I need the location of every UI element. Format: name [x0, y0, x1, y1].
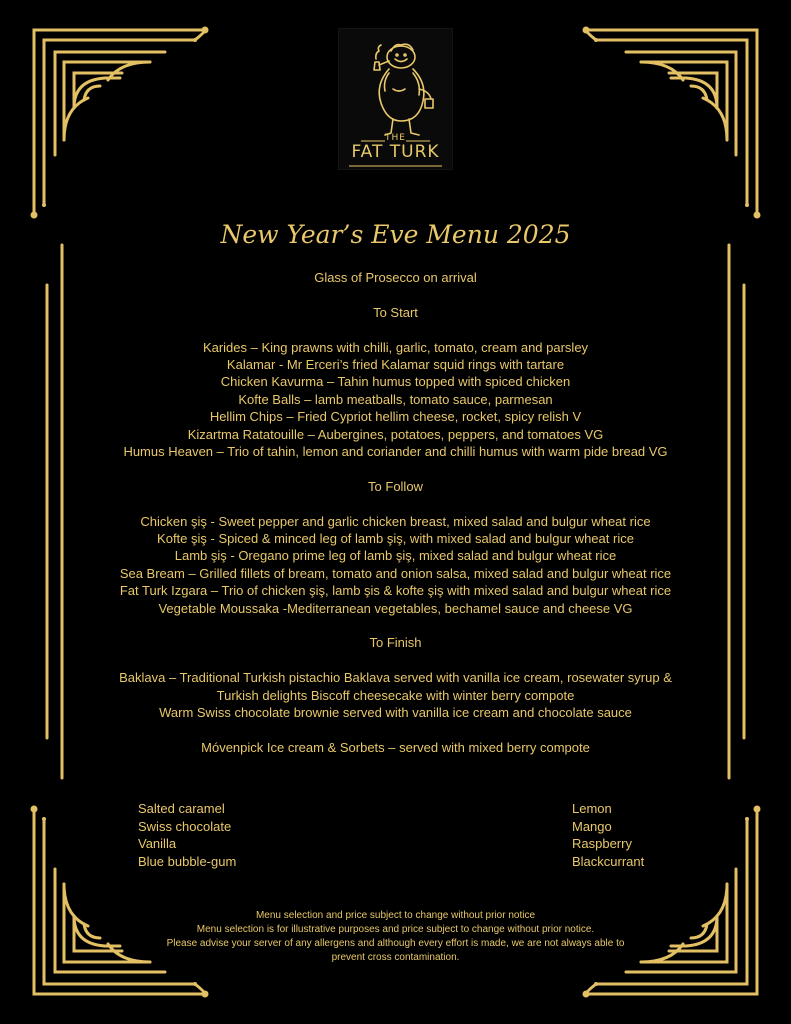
flavour-item: Mango	[572, 818, 612, 834]
section-heading-follow: To Follow	[368, 478, 423, 494]
menu-body	[80, 269, 711, 756]
menu-title: New Year’s Eve Menu 2025	[220, 220, 571, 249]
footer-line: Please advise your server of any allergens and although every effort is made, we are not always able to	[166, 938, 625, 949]
menu-item: Fat Turk Izgara – Trio of chicken şiş, lamb şis & kofte şiş with mixed salad and bulgur wheat rice	[119, 583, 672, 599]
section-heading-finish: To Finish	[369, 635, 422, 651]
menu-item: Chicken şiş - Sweet pepper and garlic chicken breast, mixed salad and bulgur wheat rice	[140, 513, 651, 529]
flavour-item: Swiss chocolate	[138, 818, 232, 834]
menu-item: Warm Swiss chocolate brownie served with vanilla ice cream and chocolate sauce	[159, 705, 632, 721]
flavour-item: Salted caramel	[138, 801, 225, 816]
flavour-item: Blue bubble-gum	[138, 853, 237, 869]
flavour-item: Raspberry	[572, 836, 632, 852]
section-heading-start: To Start	[373, 304, 418, 320]
arrival-note: Glass of Prosecco on arrival	[314, 270, 477, 285]
menu-item: Humus Heaven – Trio of tahin, lemon and coriander and chilli humus with warm pide bread VG	[123, 444, 668, 460]
menu-item: Turkish delights Biscoff cheesecake with winter berry compote	[216, 687, 575, 703]
menu-item: Lamb şiş - Oregano prime leg of lamb şiş, mixed salad and bulgur wheat rice	[174, 548, 617, 564]
flavour-list-right	[572, 800, 644, 870]
flavour-item: Blackcurrant	[572, 853, 645, 869]
ice-cream-item: Móvenpick Ice cream & Sorbets – served with mixed berry compote	[201, 739, 590, 755]
footer-notice	[130, 909, 661, 965]
menu-item: Vegetable Moussaka -Mediterranean vegetables, bechamel sauce and cheese VG	[158, 600, 633, 616]
footer-line: prevent cross contamination.	[331, 952, 460, 963]
flavour-item: Vanilla	[138, 836, 177, 852]
menu-item: Baklava – Traditional Turkish pistachio Baklava served with vanilla ice cream, rosewater syrup &	[119, 670, 672, 686]
menu-item: Chicken Kavurma – Tahin humus topped with spiced chicken	[220, 374, 571, 390]
menu-item: Kizartma Ratatouille – Aubergines, potatoes, peppers, and tomatoes VG	[187, 426, 604, 442]
footer-line: Menu selection is for illustrative purposes and price subject to change without prior notice.	[196, 924, 595, 935]
footer-line: Menu selection and price subject to change without prior notice	[255, 910, 536, 921]
menu-item: Sea Bream – Grilled fillets of bream, tomato and onion salsa, mixed salad and bulgur wheat rice	[119, 565, 672, 581]
restaurant-logo	[338, 28, 453, 170]
logo-name-text: FAT TURK	[351, 142, 440, 162]
menu-item: Kofte Balls – lamb meatballs, tomato sauce, parmesan	[238, 391, 553, 407]
menu-item: Karides – King prawns with chilli, garlic, tomato, cream and parsley	[202, 339, 589, 355]
flavour-list-left	[138, 800, 236, 870]
menu-item: Kofte şiş - Spiced & minced leg of lamb şiş, with mixed salad and bulgur wheat rice	[157, 531, 634, 547]
flavour-item: Lemon	[572, 801, 612, 816]
menu-item: Hellim Chips – Fried Cypriot hellim cheese, rocket, spicy relish V	[209, 409, 582, 425]
logo-the-text: THE	[385, 133, 406, 143]
menu-item: Kalamar - Mr Erceri’s fried Kalamar squid rings with tartare	[226, 357, 565, 372]
